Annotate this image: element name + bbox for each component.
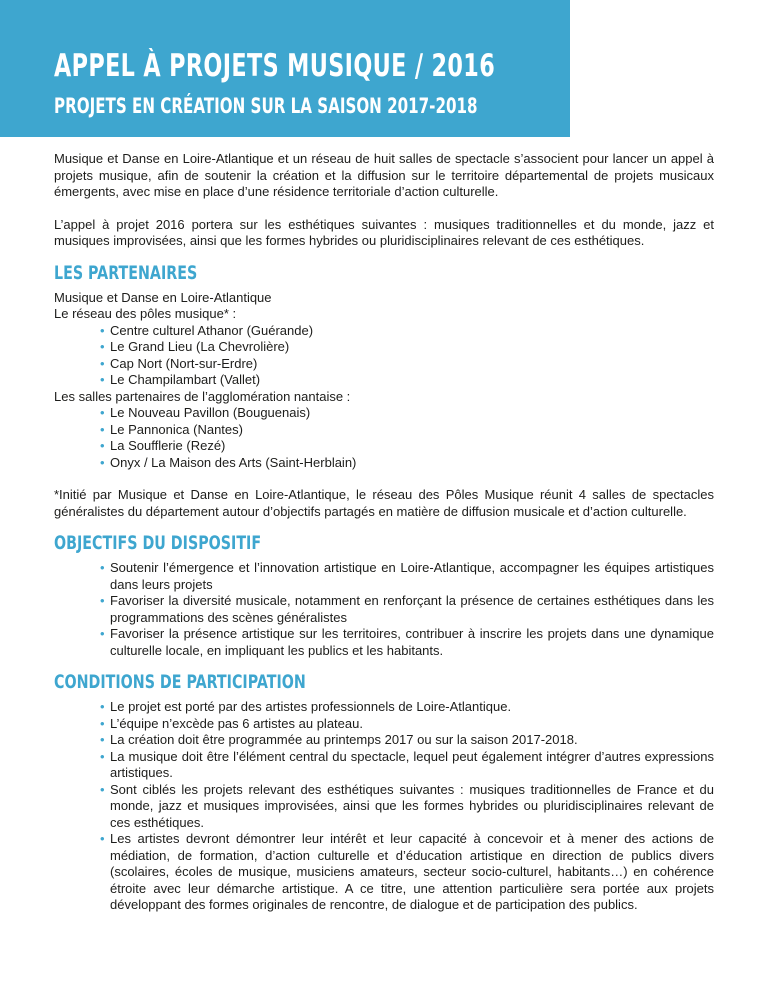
section-heading-objectifs: OBJECTIFS DU DISPOSITIF — [54, 532, 262, 554]
list-item: • Soutenir l’émergence et l’innovation artistique en Loire-Atlantique, accompagner les équipes artistiques dans leurs projets — [100, 560, 714, 593]
document-body — [54, 151, 714, 914]
partenaires-footnote: *Initié par Musique et Danse en Loire-Atlantique, le réseau des Pôles Musique réunit 4 salles de spectacles généralistes du département autour d’objectifs partagés en matière de diffusion musicale et d’action culturelle. — [54, 487, 714, 519]
list-item: • Les artistes devront démontrer leur intérêt et leur capacité à concevoir et à mener des actions de médiation, de formation, d’action culturelle et d’éducation artistique en direction de publics divers (scolaires, écoles de musique, musiciens amateurs, secteur socio-culturel, habitants…) en cohérence étroite avec leur démarche artistique. A ce titre, une attention particulière sera portée aux projets développant des formes originales de rencontre, de dialogue et de participation des publics. — [100, 831, 714, 914]
section-heading-partenaires: LES PARTENAIRES — [54, 261, 198, 284]
list-item: • La musique doit être l’élément central du spectacle, lequel peut également intégrer d’autres expressions artistiques. — [100, 749, 714, 782]
poles-intro: Le réseau des pôles musique* : — [54, 306, 237, 321]
poles-list — [54, 323, 714, 389]
list-item: • L’équipe n’excède pas 6 artistes au plateau. — [100, 716, 714, 733]
section-heading-conditions: CONDITIONS DE PARTICIPATION — [54, 671, 306, 693]
list-item: • Le projet est porté par des artistes professionnels de Loire-Atlantique. — [100, 699, 714, 716]
salles-list — [54, 405, 714, 471]
conditions-list — [54, 699, 714, 914]
list-item: • Le Nouveau Pavillon (Bouguenais) — [100, 405, 714, 422]
list-item: • Le Grand Lieu (La Chevrolière) — [100, 339, 714, 356]
objectifs-list — [54, 560, 714, 659]
list-item: • Favoriser la diversité musicale, notamment en renforçant la présence de certaines esthétiques dans les programmations des scènes généralistes — [100, 593, 714, 626]
list-item: • Sont ciblés les projets relevant des esthétiques suivantes : musiques traditionnelles de France et du monde, jazz et musiques improvisées, ainsi que les formes hybrides ou pluridisciplinaires relevant de ces esthétiques. — [100, 782, 714, 832]
list-item: • Favoriser la présence artistique sur les territoires, contribuer à inscrire les projets dans une dynamique culturelle locale, en impliquant les publics et les habitants. — [100, 626, 714, 659]
intro-paragraph-1: Musique et Danse en Loire-Atlantique et un réseau de huit salles de spectacle s’associent pour lancer un appel à projets musique, afin de soutenir la création et la diffusion sur le territoire départemental de projets musicaux émergents, avec mise en place d’une résidence territoriale d’action culturelle. — [54, 151, 714, 199]
list-item: • Le Champilambart (Vallet) — [100, 372, 714, 389]
list-item: • Le Pannonica (Nantes) — [100, 422, 714, 439]
header-banner — [0, 0, 570, 137]
list-item: • Cap Nort (Nort-sur-Erdre) — [100, 356, 714, 373]
page-title: APPEL À PROJETS MUSIQUE / 2016 — [54, 48, 496, 84]
partenaires-lead: Musique et Danse en Loire-Atlantique — [54, 289, 272, 305]
list-item: • Centre culturel Athanor (Guérande) — [100, 323, 714, 340]
list-item: • Onyx / La Maison des Arts (Saint-Herblain) — [100, 455, 714, 472]
list-item: • La création doit être programmée au printemps 2017 ou sur la saison 2017-2018. — [100, 732, 714, 749]
salles-intro: Les salles partenaires de l’agglomération nantaise : — [54, 388, 351, 404]
list-item: • La Soufflerie (Rezé) — [100, 438, 714, 455]
intro-paragraph-2: L’appel à projet 2016 portera sur les esthétiques suivantes : musiques traditionnelles et du monde, jazz et musiques improvisées, ainsi que les formes hybrides ou pluridisciplinaires relevant de ces esthétiques. — [54, 216, 714, 248]
page-subtitle: PROJETS EN CRÉATION SUR LA SAISON 2017-2018 — [54, 94, 478, 118]
